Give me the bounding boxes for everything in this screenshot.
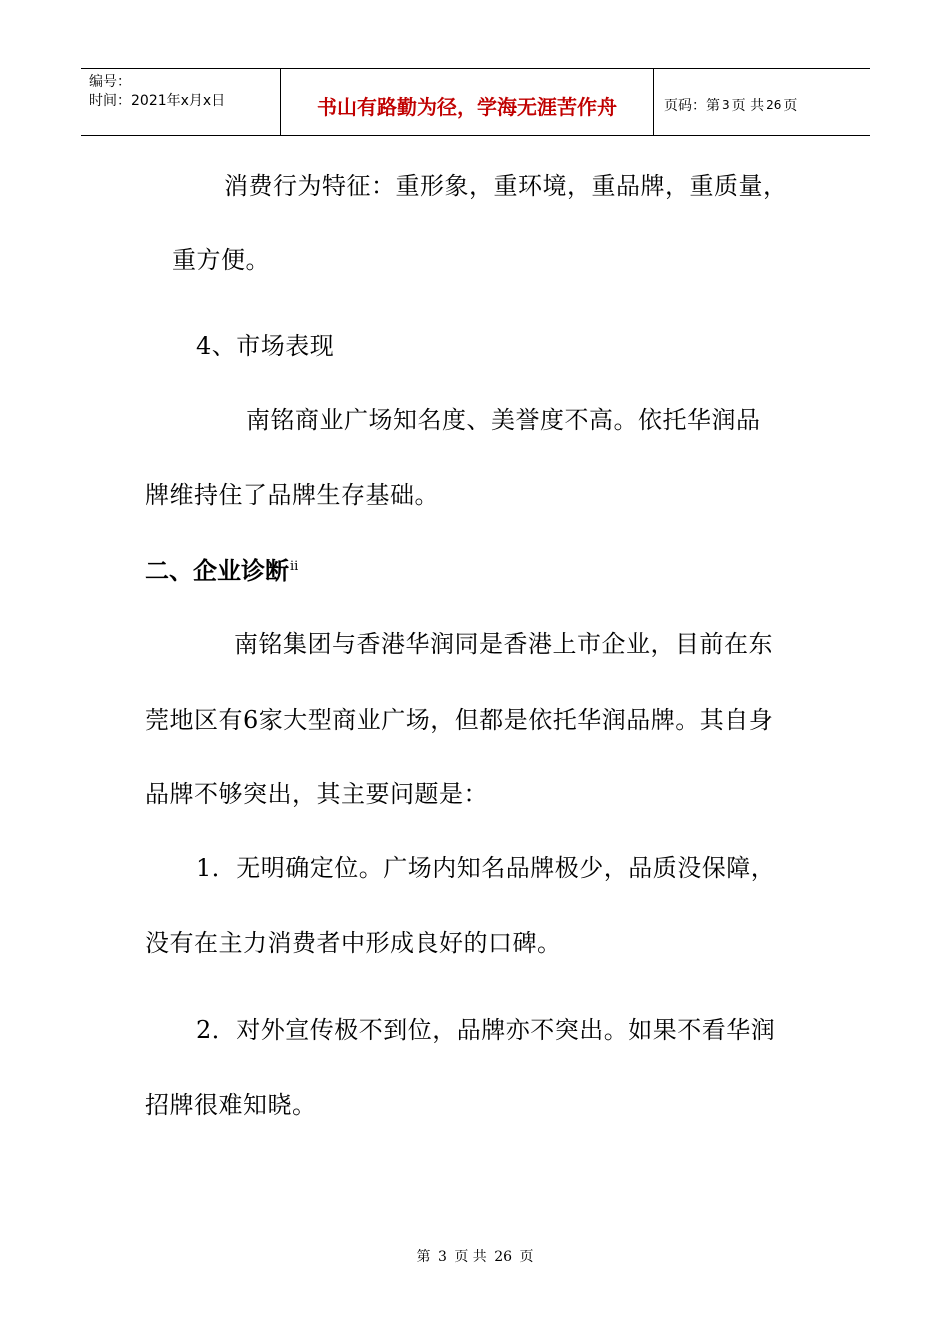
footer-prefix: 第	[416, 1249, 431, 1265]
market-line-2: 牌维持住了品牌生存基础。	[145, 481, 439, 509]
diagnosis-line-1: 南铭集团与香港华润同是香港上市企业，目前在东	[234, 630, 773, 658]
diagnosis-line-2: 莞地区有6家大型商业广场，但都是依托华润品牌。其自身	[145, 706, 774, 734]
section-2-heading-text: 二、企业诊断	[145, 557, 289, 585]
section-2-footnote-marker: ii	[290, 559, 299, 574]
market-line-1: 南铭商业广场知名度、美誉度不高。依托华润品	[246, 406, 761, 434]
header-page-suffix: 页	[783, 98, 798, 114]
page-footer	[0, 1246, 950, 1266]
problem-1-line-2: 没有在主力消费者中形成良好的口碑。	[145, 929, 562, 957]
problem-1-line-1: 1．无明确定位。广场内知名品牌极少，品质没保障，	[196, 854, 776, 882]
document-time: 时间：2021年x月x日	[89, 93, 226, 109]
header-page-prefix: 页码：第	[664, 98, 720, 114]
header-meta	[81, 69, 281, 135]
consumer-behavior-line-1: 消费行为特征：重形象，重环境，重品牌，重质量，	[224, 172, 788, 200]
problem-2-line-2: 招牌很难知晓。	[145, 1091, 317, 1119]
header-page-mid: 页 共	[731, 98, 765, 114]
footer-page-total: 26	[494, 1249, 513, 1265]
problem-2-line-1: 2．对外宣传极不到位，品牌亦不突出。如果不看华润	[196, 1016, 776, 1044]
header-page-total: 26	[766, 98, 782, 112]
diagnosis-line-3: 品牌不够突出，其主要问题是：	[145, 780, 488, 808]
page-header	[81, 68, 870, 136]
footer-page-current: 3	[437, 1249, 447, 1265]
document-number-label: 编号：	[89, 74, 131, 90]
consumer-behavior-line-2: 重方便。	[172, 246, 270, 274]
section-2-heading	[145, 555, 298, 587]
footer-suffix: 页	[519, 1249, 534, 1265]
section-4-title: 4、市场表现	[196, 332, 335, 360]
header-motto: 书山有路勤为径，学海无涯苦作舟	[281, 69, 654, 135]
header-page-current: 3	[722, 98, 730, 112]
footer-mid: 页 共	[454, 1249, 487, 1265]
header-page-number	[654, 69, 870, 135]
